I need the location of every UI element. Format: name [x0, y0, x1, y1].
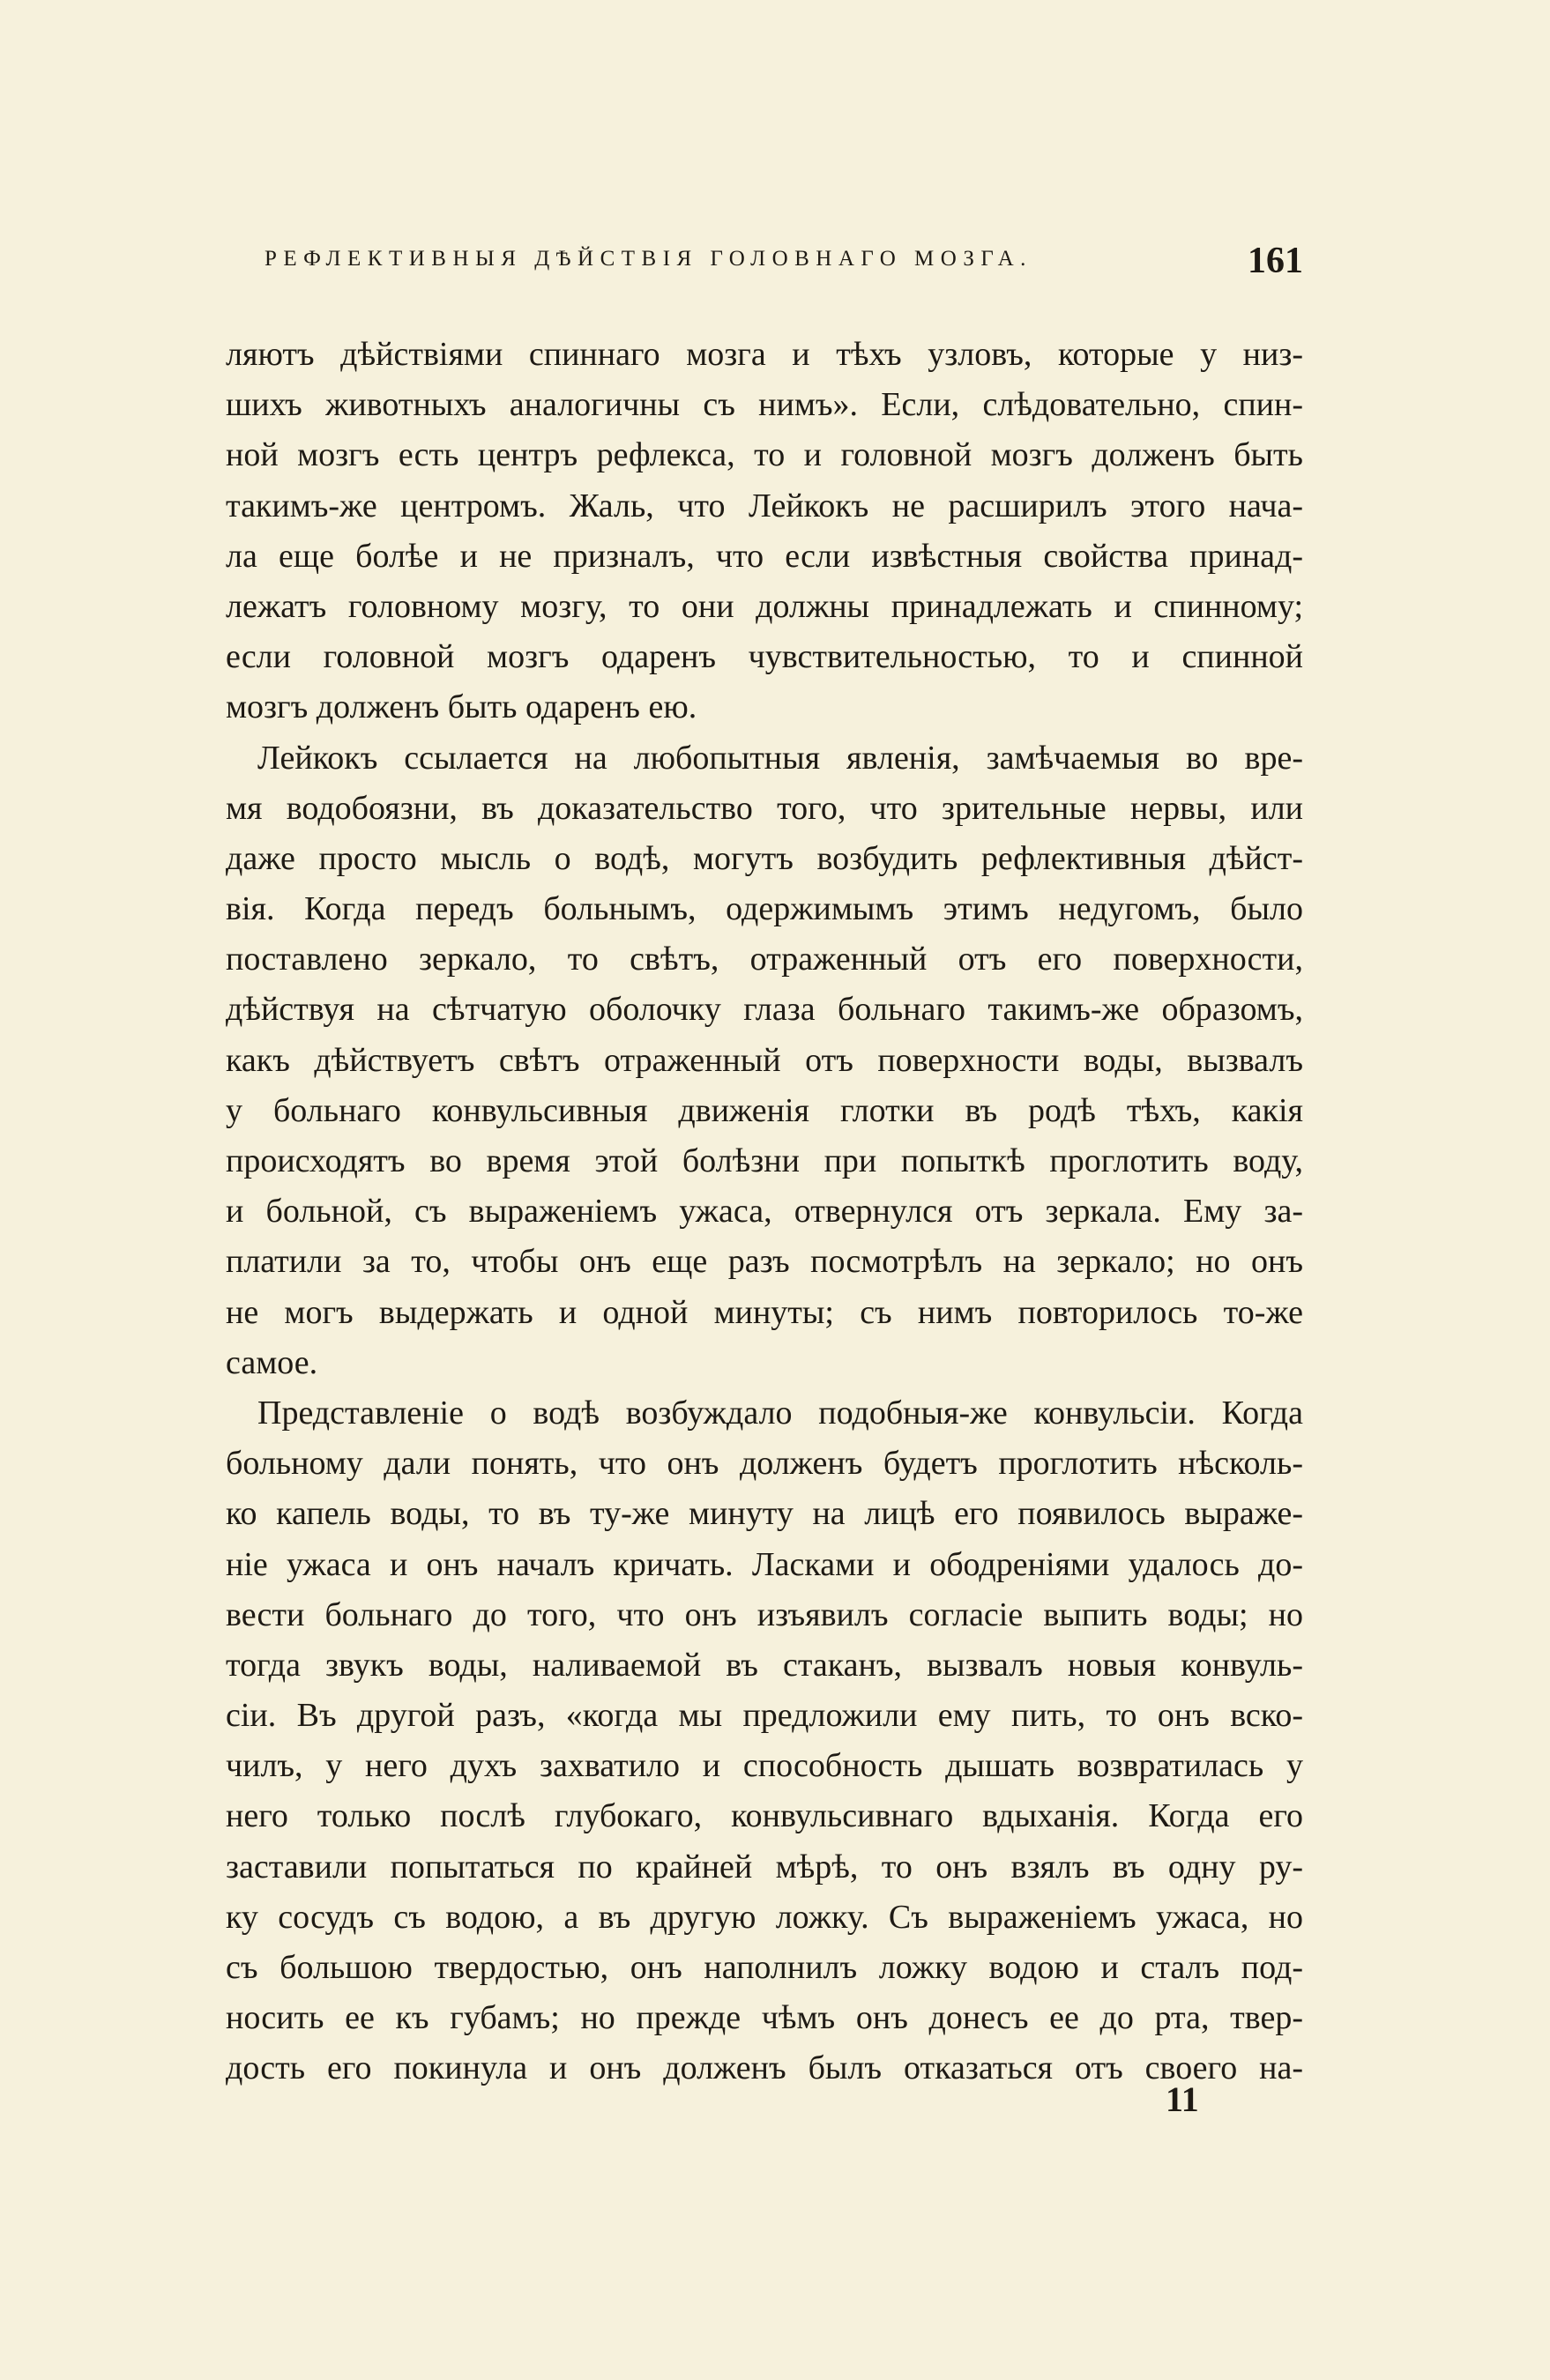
text-line: дость его покинула и онъ долженъ былъ отказаться отъ своего на-: [226, 2049, 1303, 2087]
text-line: какъ дѣйствуетъ свѣтъ отраженный отъ поверхности воды, вызвалъ: [226, 1041, 1303, 1079]
text-line: платили за то, чтобы онъ еще разъ посмотрѣлъ на зеркало; но онъ: [226, 1243, 1303, 1281]
text-line: даже просто мысль о водѣ, могутъ возбудить рефлективныя дѣйст-: [226, 839, 1303, 877]
text-line: вія. Когда передъ больнымъ, одержимымъ этимъ недугомъ, было: [226, 890, 1303, 928]
text-line: мя водобоязни, въ доказательство того, что зрительные нервы, или: [226, 789, 1303, 827]
text-line: мозгъ долженъ быть одаренъ ею.: [226, 688, 697, 726]
text-line: и больной, съ выраженіемъ ужаса, отвернулся отъ зеркала. Ему за-: [226, 1193, 1303, 1231]
text-line: ніе ужаса и онъ началъ кричать. Ласками и ободреніями удалось до-: [226, 1545, 1303, 1583]
text-line: ной мозгъ есть центръ рефлекса, то и головной мозгъ долженъ быть: [226, 436, 1303, 474]
text-line: ко капель воды, то въ ту-же минуту на лицѣ его появилось выраже-: [226, 1495, 1303, 1533]
text-line: тогда звукъ воды, наливаемой въ стаканъ, вызвалъ новыя конвуль-: [226, 1646, 1303, 1684]
page-number: 161: [1248, 241, 1303, 281]
text-line: если головной мозгъ одаренъ чувствительностью, то и спинной: [226, 638, 1303, 676]
text-line: поставлено зеркало, то свѣтъ, отраженный отъ его поверхности,: [226, 941, 1303, 978]
text-line: такимъ-же центромъ. Жаль, что Лейкокъ не расширилъ этого нача-: [226, 487, 1303, 524]
text-line: ляютъ дѣйствіями спиннаго мозга и тѣхъ узловъ, которые у низ-: [226, 336, 1303, 373]
text-line: съ большою твердостью, онъ наполнилъ ложку водою и сталъ под-: [226, 1949, 1303, 1986]
text-line: у больнаго конвульсивныя движенія глотки въ родѣ тѣхъ, какія: [226, 1091, 1303, 1129]
text-line: ла еще болѣе и не призналъ, что если извѣстныя свойства принад-: [226, 537, 1303, 575]
text-line: лежатъ головному мозгу, то они должны принадлежать и спинному;: [226, 587, 1303, 625]
text-line: заставили попытаться по крайней мѣрѣ, то онъ взялъ въ одну ру-: [226, 1848, 1303, 1885]
text-line: не могъ выдержать и одной минуты; съ нимъ повторилось то-же: [226, 1293, 1303, 1331]
body-text: [226, 330, 1303, 2094]
text-line: дѣйствуя на сѣтчатую оболочку глаза больнаго такимъ-же образомъ,: [226, 991, 1303, 1029]
text-line: происходятъ во время этой болѣзни при попыткѣ проглотить воду,: [226, 1142, 1303, 1179]
text-line: чилъ, у него духъ захватило и способность дышать возвратилась у: [226, 1747, 1303, 1785]
text-line: вести больнаго до того, что онъ изъявилъ согласіе выпить воды; но: [226, 1595, 1303, 1633]
text-line: самое.: [226, 1343, 318, 1381]
text-line: шихъ животныхъ аналогичны съ нимъ». Если, слѣдовательно, спин-: [226, 386, 1303, 424]
text-line: сіи. Въ другой разъ, «когда мы предложили ему пить, то онъ вско-: [226, 1697, 1303, 1735]
running-title: РЕФЛЕКТИВНЫЯ ДѢЙСТВІЯ ГОЛОВНАГО МОЗГА.: [265, 247, 1032, 271]
signature-mark: 11: [1166, 2079, 1199, 2119]
paragraph-first-line: Лейкокъ ссылается на любопытныя явленія, замѣчаемыя во вре-: [257, 739, 1303, 777]
paragraph-first-line: Представленіе о водѣ возбуждало подобныя-же конвульсіи. Когда: [257, 1394, 1303, 1432]
text-line: носить ее къ губамъ; но прежде чѣмъ онъ донесъ ее до рта, твер-: [226, 1999, 1303, 2037]
page-header: [265, 240, 1303, 284]
text-line: ку сосудъ съ водою, а въ другую ложку. Съ выраженіемъ ужаса, но: [226, 1898, 1303, 1936]
text-line: него только послѣ глубокаго, конвульсивнаго вдыханія. Когда его: [226, 1797, 1303, 1835]
text-line: больному дали понять, что онъ долженъ будетъ проглотить нѣсколь-: [226, 1445, 1303, 1483]
